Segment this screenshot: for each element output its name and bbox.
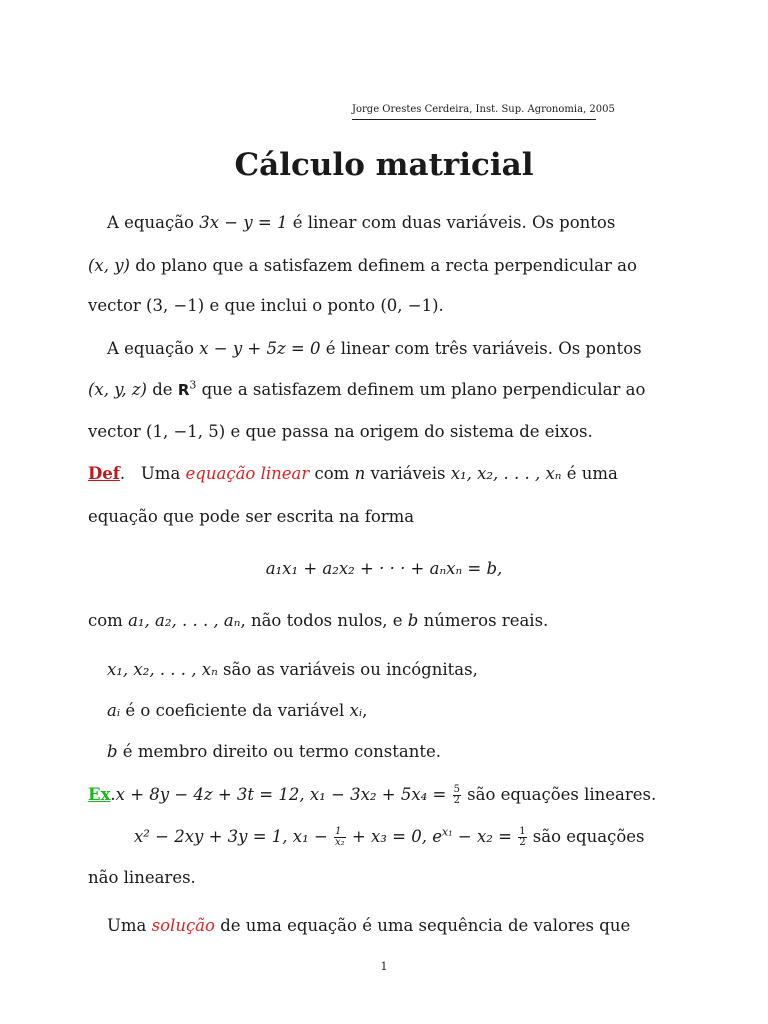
paragraph-2-line-2: (x, y, z) de $R^3$ que a satisfazem definem um plano perpendicular ao [88, 378, 646, 399]
author-credit: Jorge Orestes Cerdeira, Inst. Sup. Agronomia, 2005 [352, 103, 596, 120]
paragraph-1-line-2: (x, y) do plano que a satisfazem definem a recta perpendicular ao [88, 256, 637, 275]
definition-line-2: equação que pode ser escrita na forma [88, 507, 415, 526]
paragraph-2-line-1: A equação x − y + 5z = 0 é linear com três variáveis. Os pontos [107, 339, 642, 358]
example-line-2: x² − 2xy + 3y = 1, x₁ − $\frac{1}{\text{x₂}}$ + x₃ = 0, $e^{x_1} - x_2$ = $\frac{1}{2}$ são equações [134, 825, 645, 848]
paragraph-3-line-1: Uma solução de uma equação é uma sequência de valores que [107, 916, 631, 935]
example-line-1: Ex.x + 8y − 4z + 3t = 12, x₁ − 3x₂ + 5x₄ = $\frac{5}{2}$ são equações lineares. [88, 784, 657, 806]
list-item-coefficient: aᵢ é o coeficiente da variável xᵢ, [107, 701, 368, 720]
example-line-3: não lineares. [88, 868, 196, 887]
definition-line-3: com a₁, a₂, . . . , aₙ, não todos nulos, e b números reais. [88, 611, 549, 630]
term-solution: solução [151, 916, 215, 935]
list-item-constant: b é membro direito ou termo constante. [107, 742, 441, 761]
fraction-five-halves: $\frac{5}{2}$ [453, 784, 460, 806]
def-label: Def [88, 464, 120, 483]
page-number: 1 [380, 960, 388, 973]
paragraph-1-line-1: A equação 3x − y = 1 é linear com duas variáveis. Os pontos [107, 213, 616, 232]
list-item-variables: x₁, x₂, . . . , xₙ são as variáveis ou incógnitas, [107, 660, 478, 679]
definition-line-1: Def. Uma equação linear com n variáveis x₁, x₂, . . . , xₙ é uma [88, 464, 618, 483]
paragraph-1-line-3: vector (3, −1) e que inclui o ponto (0, −1). [88, 296, 444, 315]
linear-equation-formula: a₁x₁ + a₂x₂ + · · · + aₙxₙ = b, [265, 559, 503, 578]
page-title: Cálculo matricial [234, 147, 534, 183]
paragraph-2-line-3: vector (1, −1, 5) e que passa na origem do sistema de eixos. [88, 422, 593, 441]
term-linear-equation: equação linear [185, 464, 310, 483]
fraction-one-over-x2: $\frac{1}{\text{x₂}}$ [335, 826, 345, 848]
fraction-one-half: $\frac{1}{2}$ [519, 826, 526, 848]
ex-label: Ex [88, 785, 111, 804]
